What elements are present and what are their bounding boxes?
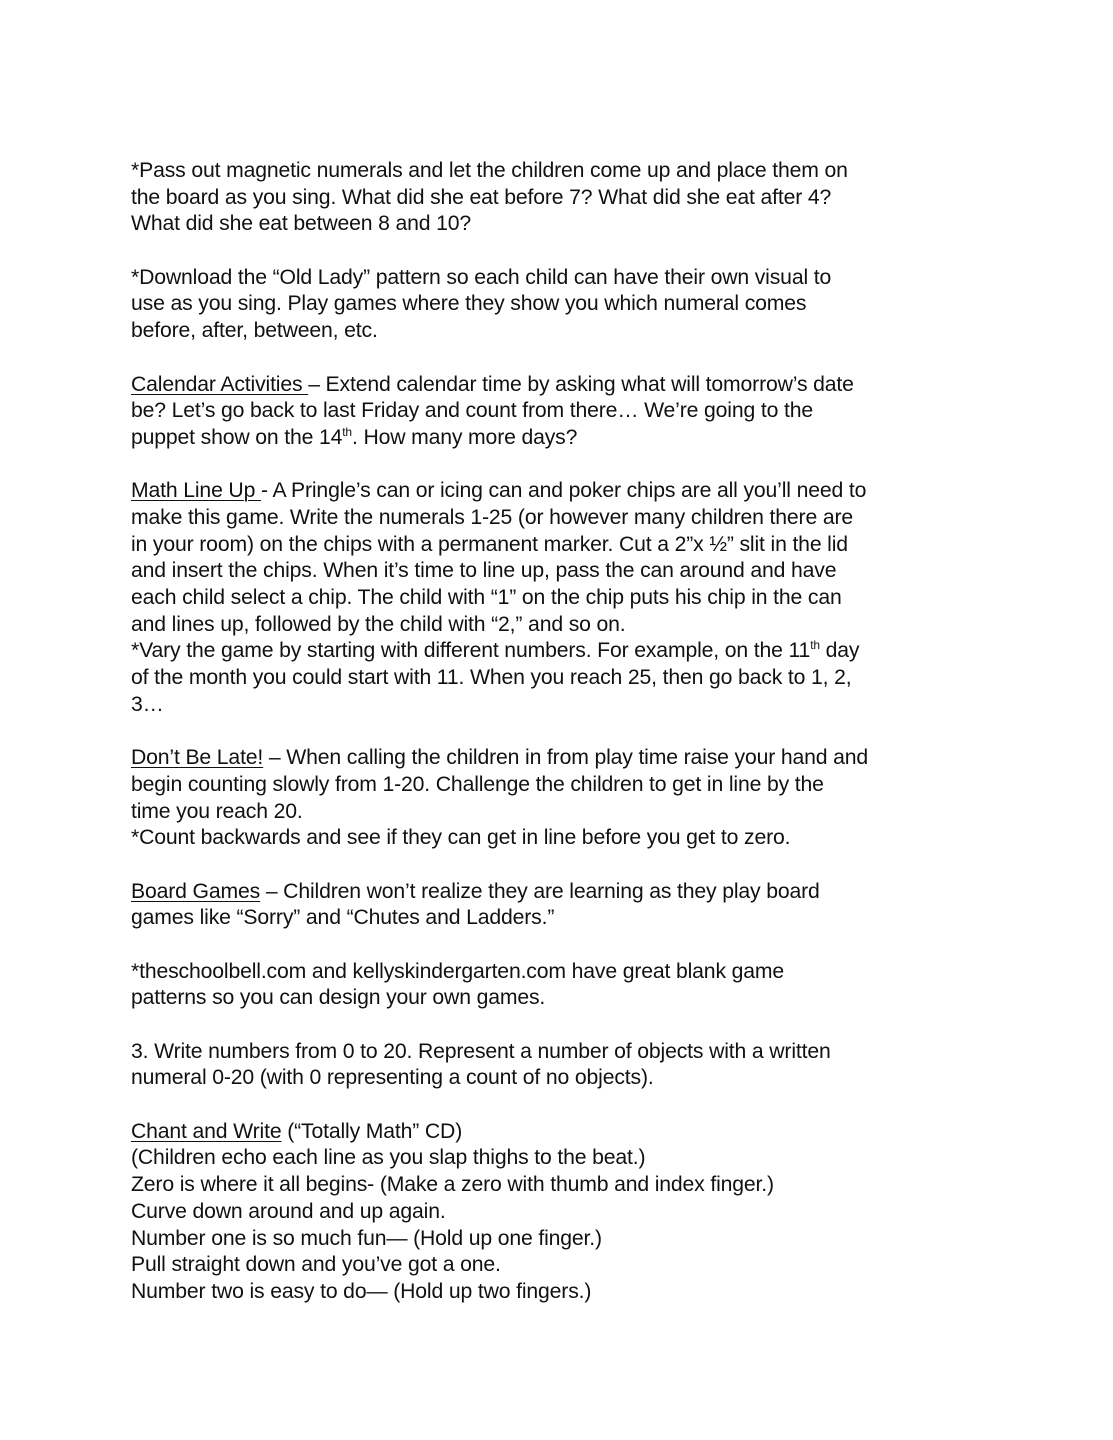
- paragraph-standard-3: [131, 1039, 991, 1092]
- text-line: in your room) on the chips with a permanent marker. Cut a 2”x ½” slit in the lid: [131, 532, 848, 556]
- text-line: Number two is easy to do— (Hold up two fingers.): [131, 1279, 592, 1303]
- text-line: [131, 879, 991, 906]
- text-line: *Pass out magnetic numerals and let the children come up and place them on: [131, 159, 848, 182]
- text-line: *Count backwards and see if they can get in line before you get to zero.: [131, 826, 791, 850]
- paragraph-old-lady-pattern: [131, 265, 991, 345]
- section-math-line-up: [131, 478, 991, 718]
- section-text: – Children won’t realize they are learning as they play board: [260, 879, 820, 903]
- text-line: the board as you sing. What did she eat before 7? What did she eat after 4?: [131, 185, 832, 209]
- text-line: of the month you could start with 11. When you reach 25, then go back to 1, 2,: [131, 666, 852, 690]
- text-line: (Children echo each line as you slap thighs to the beat.): [131, 1146, 646, 1170]
- text-line: 3. Write numbers from 0 to 20. Represent a number of objects with a written: [131, 1039, 831, 1063]
- section-text: (“Totally Math” CD): [281, 1119, 463, 1143]
- paragraph-gap: [131, 932, 991, 959]
- paragraph-gap: [131, 238, 991, 265]
- paragraph-gap: [131, 452, 991, 479]
- text-span: puppet show on the 14: [131, 425, 343, 449]
- section-heading: Chant and Write: [131, 1119, 282, 1143]
- text-span: day: [819, 639, 860, 663]
- text-line: patterns so you can design your own games.: [131, 986, 546, 1010]
- section-text: – Extend calendar time by asking what will tomorrow’s date: [308, 372, 854, 396]
- text-line: 3…: [131, 692, 164, 716]
- paragraph-websites: [131, 959, 991, 1012]
- section-calendar-activities: [131, 372, 991, 452]
- text-span: *Vary the game by starting with different numbers. For example, on the 11: [131, 639, 811, 663]
- text-line: What did she eat between 8 and 10?: [131, 212, 472, 236]
- text-line: be? Let’s go back to last Friday and count from there… We’re going to the: [131, 399, 813, 423]
- text-line: time you reach 20.: [131, 799, 303, 823]
- section-text: – When calling the children in from play time raise your hand and: [263, 746, 869, 770]
- text-line: each child select a chip. The child with “1” on the chip puts his chip in the can: [131, 586, 842, 609]
- section-chant-and-write: [131, 1119, 991, 1306]
- section-heading: Calendar Activities: [131, 372, 309, 396]
- text-line: and insert the chips. When it’s time to line up, pass the can around and have: [131, 559, 837, 583]
- text-line: *theschoolbell.com and kellyskindergarten.com have great blank game: [131, 959, 785, 983]
- paragraph-gap: [131, 1092, 991, 1119]
- text-line: *Download the “Old Lady” pattern so each child can have their own visual to: [131, 265, 832, 289]
- paragraph-gap: [131, 718, 991, 745]
- section-heading: Math Line Up: [131, 479, 261, 503]
- paragraph-gap: [131, 1012, 991, 1039]
- section-board-games: [131, 879, 991, 932]
- text-line: numeral 0-20 (with 0 representing a count of no objects).: [131, 1066, 654, 1090]
- text-line: [131, 425, 991, 452]
- section-dont-be-late: [131, 745, 991, 852]
- text-line: [131, 478, 991, 505]
- text-line: [131, 372, 991, 399]
- paragraph-gap: [131, 345, 991, 372]
- text-line: games like “Sorry” and “Chutes and Ladders.”: [131, 906, 555, 930]
- text-line: Pull straight down and you’ve got a one.: [131, 1253, 501, 1277]
- text-line: [131, 745, 991, 772]
- text-line: Curve down around and up again.: [131, 1199, 446, 1223]
- text-line: Zero is where it all begins- (Make a zero with thumb and index finger.): [131, 1173, 774, 1197]
- text-line: make this game. Write the numerals 1-25 (or however many children there are: [131, 505, 854, 529]
- text-line: [131, 638, 991, 665]
- section-heading: Board Games: [131, 879, 261, 903]
- ordinal-suffix: th: [342, 424, 352, 439]
- ordinal-suffix: th: [810, 638, 820, 653]
- text-span: . How many more days?: [351, 425, 578, 449]
- text-line: use as you sing. Play games where they show you which numeral comes: [131, 292, 807, 316]
- text-line: [131, 1119, 991, 1146]
- section-text: - A Pringle’s can or icing can and poker chips are all you’ll need to: [260, 479, 867, 503]
- paragraph-magnetic-numerals: [131, 158, 991, 238]
- text-line: Number one is so much fun— (Hold up one finger.): [131, 1226, 602, 1250]
- text-line: begin counting slowly from 1-20. Challenge the children to get in line by the: [131, 772, 824, 796]
- section-heading: Don’t Be Late!: [131, 746, 264, 770]
- paragraph-gap: [131, 852, 991, 879]
- document-page: [131, 158, 991, 1306]
- text-line: and lines up, followed by the child with “2,” and so on.: [131, 612, 626, 636]
- text-line: before, after, between, etc.: [131, 319, 378, 343]
